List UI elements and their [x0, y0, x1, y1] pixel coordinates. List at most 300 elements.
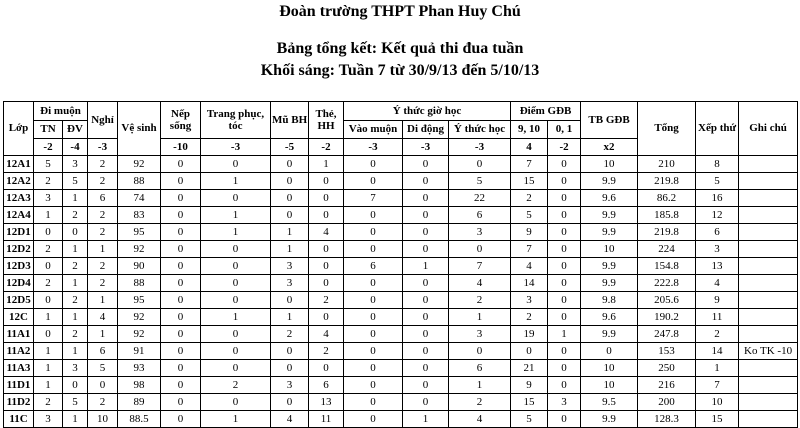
- weight-y-thuc-hoc: -3: [449, 139, 511, 156]
- class-name-cell: 12C: [4, 309, 34, 326]
- data-cell: 210: [638, 156, 696, 173]
- data-cell: 2: [63, 292, 88, 309]
- data-cell: 1: [201, 411, 271, 428]
- data-cell: 2: [449, 394, 511, 411]
- data-cell: 0: [548, 207, 581, 224]
- data-cell: 0: [344, 377, 403, 394]
- data-cell: 95: [118, 292, 161, 309]
- weekly-summary-table: [3, 101, 798, 428]
- data-cell: 3: [63, 156, 88, 173]
- data-cell: 0: [63, 377, 88, 394]
- data-cell: 7: [511, 156, 548, 173]
- header-di-dong: Di động: [403, 121, 449, 139]
- table-row: [4, 190, 798, 207]
- header-di-muon: Đi muộn: [34, 102, 88, 121]
- data-cell: 2: [34, 394, 63, 411]
- data-cell: 3: [271, 377, 309, 394]
- data-cell: 0: [449, 343, 511, 360]
- data-cell: 0: [201, 326, 271, 343]
- data-cell: 1: [403, 258, 449, 275]
- data-cell: 0: [271, 156, 309, 173]
- class-name-cell: 11A3: [4, 360, 34, 377]
- report-period: Khối sáng: Tuần 7 từ 30/9/13 đến 5/10/13: [260, 62, 540, 79]
- data-cell: 92: [118, 241, 161, 258]
- header-ve-sinh: Vệ sinh: [118, 102, 161, 156]
- data-cell: 2: [511, 190, 548, 207]
- data-cell: 1: [34, 343, 63, 360]
- data-cell: 0: [161, 207, 201, 224]
- data-cell: 0: [344, 207, 403, 224]
- data-cell: 5: [63, 173, 88, 190]
- data-cell: 0: [271, 207, 309, 224]
- data-cell: 154.8: [638, 258, 696, 275]
- header-the-hh: Thẻ, HH: [309, 102, 344, 139]
- data-cell: 0: [344, 360, 403, 377]
- data-cell: [739, 224, 798, 241]
- data-cell: 3: [548, 394, 581, 411]
- data-cell: [739, 190, 798, 207]
- data-cell: 2: [63, 207, 88, 224]
- data-cell: 2: [88, 258, 118, 275]
- data-cell: [739, 360, 798, 377]
- data-cell: 190.2: [638, 309, 696, 326]
- data-cell: 0: [161, 190, 201, 207]
- data-cell: 4: [309, 326, 344, 343]
- table-row: [4, 241, 798, 258]
- data-cell: 205.6: [638, 292, 696, 309]
- data-cell: 0: [201, 292, 271, 309]
- data-cell: 0: [403, 207, 449, 224]
- data-cell: 0: [548, 360, 581, 377]
- data-cell: 2: [88, 207, 118, 224]
- data-cell: 0: [403, 360, 449, 377]
- data-cell: 8: [696, 156, 739, 173]
- data-cell: 13: [696, 258, 739, 275]
- data-cell: 10: [581, 156, 638, 173]
- data-cell: 1: [34, 360, 63, 377]
- data-cell: 200: [638, 394, 696, 411]
- data-cell: 224: [638, 241, 696, 258]
- data-cell: 0: [548, 411, 581, 428]
- data-cell: 0: [63, 224, 88, 241]
- data-cell: 9.9: [581, 275, 638, 292]
- data-cell: 2: [88, 224, 118, 241]
- weight-tb-gdb: x2: [581, 139, 638, 156]
- data-cell: 15: [511, 394, 548, 411]
- data-cell: 5: [696, 173, 739, 190]
- class-name-cell: 11A1: [4, 326, 34, 343]
- class-name-cell: 12A1: [4, 156, 34, 173]
- data-cell: 0: [34, 224, 63, 241]
- data-cell: 0: [403, 394, 449, 411]
- data-cell: 1: [63, 309, 88, 326]
- data-cell: 0: [271, 292, 309, 309]
- weight-nep-song: -10: [161, 139, 201, 156]
- weight-diem-0-1: -2: [548, 139, 581, 156]
- data-cell: 6: [449, 360, 511, 377]
- data-cell: 0: [403, 224, 449, 241]
- data-cell: 95: [118, 224, 161, 241]
- data-cell: 1: [271, 309, 309, 326]
- data-cell: 9.6: [581, 190, 638, 207]
- header-y-thuc-hoc: Ý thức học: [449, 121, 511, 139]
- data-cell: 22: [449, 190, 511, 207]
- class-name-cell: 12D2: [4, 241, 34, 258]
- weight-vao-muon: -3: [344, 139, 403, 156]
- data-cell: 2: [309, 292, 344, 309]
- data-cell: 2: [696, 326, 739, 343]
- data-cell: 0: [201, 190, 271, 207]
- data-cell: 0: [548, 173, 581, 190]
- data-cell: 2: [88, 394, 118, 411]
- data-cell: 9.8: [581, 292, 638, 309]
- data-cell: 93: [118, 360, 161, 377]
- data-cell: [739, 156, 798, 173]
- data-cell: 0: [548, 275, 581, 292]
- data-cell: 6: [344, 258, 403, 275]
- header-nep-song: Nếp sống: [161, 102, 201, 139]
- data-cell: 0: [309, 360, 344, 377]
- data-cell: [739, 292, 798, 309]
- data-cell: 0: [344, 156, 403, 173]
- data-cell: 1: [309, 156, 344, 173]
- data-cell: 0: [201, 275, 271, 292]
- data-cell: 1: [88, 292, 118, 309]
- data-cell: 0: [403, 292, 449, 309]
- data-cell: 10: [696, 394, 739, 411]
- data-cell: 0: [548, 241, 581, 258]
- table-row: [4, 343, 798, 360]
- data-cell: 4: [271, 411, 309, 428]
- data-cell: 89: [118, 394, 161, 411]
- data-cell: 4: [449, 275, 511, 292]
- data-cell: 153: [638, 343, 696, 360]
- table-row: [4, 258, 798, 275]
- data-cell: 1: [34, 207, 63, 224]
- data-cell: 0: [344, 411, 403, 428]
- data-cell: 2: [449, 292, 511, 309]
- data-cell: 98: [118, 377, 161, 394]
- data-cell: 4: [88, 309, 118, 326]
- header-nghi: Nghỉ: [88, 102, 118, 139]
- class-name-cell: 12D4: [4, 275, 34, 292]
- data-cell: 0: [309, 309, 344, 326]
- data-cell: 0: [344, 275, 403, 292]
- data-cell: 9.9: [581, 411, 638, 428]
- data-cell: 7: [344, 190, 403, 207]
- data-cell: 14: [696, 343, 739, 360]
- data-cell: 3: [696, 241, 739, 258]
- data-cell: 1: [88, 241, 118, 258]
- table-row: [4, 394, 798, 411]
- data-cell: 1: [34, 309, 63, 326]
- data-cell: 0: [548, 343, 581, 360]
- header-vao-muon: Vào muộn: [344, 121, 403, 139]
- data-cell: 14: [511, 275, 548, 292]
- data-cell: 2: [88, 275, 118, 292]
- data-cell: 1: [548, 326, 581, 343]
- table-row: [4, 309, 798, 326]
- data-cell: 15: [511, 173, 548, 190]
- data-cell: 12: [696, 207, 739, 224]
- data-cell: 0: [344, 309, 403, 326]
- data-cell: 1: [201, 173, 271, 190]
- data-cell: 0: [161, 411, 201, 428]
- class-name-cell: 11D1: [4, 377, 34, 394]
- data-cell: 128.3: [638, 411, 696, 428]
- data-cell: 219.8: [638, 173, 696, 190]
- data-cell: 2: [34, 241, 63, 258]
- data-cell: 9.9: [581, 258, 638, 275]
- data-cell: 0: [271, 394, 309, 411]
- data-cell: 15: [696, 411, 739, 428]
- data-cell: 6: [309, 377, 344, 394]
- data-cell: 0: [403, 241, 449, 258]
- data-cell: 88: [118, 173, 161, 190]
- data-cell: 4: [309, 224, 344, 241]
- data-cell: 10: [581, 377, 638, 394]
- data-cell: 3: [449, 224, 511, 241]
- table-row: [4, 156, 798, 173]
- data-cell: 92: [118, 309, 161, 326]
- page-title: Đoàn trường THPT Phan Huy Chú: [279, 3, 521, 20]
- data-cell: 3: [511, 292, 548, 309]
- data-cell: 6: [88, 343, 118, 360]
- data-cell: 0: [201, 241, 271, 258]
- data-cell: 216: [638, 377, 696, 394]
- data-cell: 250: [638, 360, 696, 377]
- weight-nghi: -3: [88, 139, 118, 156]
- data-cell: 0: [309, 190, 344, 207]
- data-cell: 9.5: [581, 394, 638, 411]
- data-cell: 0: [271, 343, 309, 360]
- data-cell: 1: [271, 241, 309, 258]
- header-diem-9-10: 9, 10: [511, 121, 548, 139]
- data-cell: 0: [403, 190, 449, 207]
- header-ghi-chu: Ghi chú: [739, 102, 798, 156]
- weight-mu-bh: -5: [271, 139, 309, 156]
- data-cell: 0: [581, 343, 638, 360]
- data-cell: 0: [344, 173, 403, 190]
- data-cell: 0: [161, 258, 201, 275]
- data-cell: 219.8: [638, 224, 696, 241]
- data-cell: 0: [161, 309, 201, 326]
- table-row: [4, 275, 798, 292]
- data-cell: 6: [449, 207, 511, 224]
- data-cell: 0: [201, 394, 271, 411]
- data-cell: 6: [696, 224, 739, 241]
- data-cell: 0: [201, 343, 271, 360]
- data-cell: 0: [161, 156, 201, 173]
- data-cell: 7: [696, 377, 739, 394]
- data-cell: 0: [403, 343, 449, 360]
- table-row: [4, 224, 798, 241]
- weight-di-dong: -3: [403, 139, 449, 156]
- data-cell: 2: [63, 258, 88, 275]
- data-cell: 185.8: [638, 207, 696, 224]
- data-cell: 0: [449, 241, 511, 258]
- header-tn: TN: [34, 121, 63, 139]
- data-cell: 2: [511, 309, 548, 326]
- data-cell: 0: [309, 275, 344, 292]
- data-cell: 92: [118, 156, 161, 173]
- data-cell: 91: [118, 343, 161, 360]
- data-cell: 9.9: [581, 173, 638, 190]
- data-cell: 90: [118, 258, 161, 275]
- table-row: [4, 292, 798, 309]
- data-cell: 1: [88, 326, 118, 343]
- class-name-cell: 11C: [4, 411, 34, 428]
- data-cell: 0: [309, 258, 344, 275]
- table-row: [4, 207, 798, 224]
- weight-the-hh: -2: [309, 139, 344, 156]
- data-cell: 9.9: [581, 207, 638, 224]
- data-cell: 4: [696, 275, 739, 292]
- header-mu-bh: Mũ BH: [271, 102, 309, 139]
- data-cell: 0: [161, 343, 201, 360]
- data-cell: 4: [511, 258, 548, 275]
- header-dv: ĐV: [63, 121, 88, 139]
- header-y-thuc-gio-hoc: Ý thức giờ học: [344, 102, 511, 121]
- data-cell: 10: [88, 411, 118, 428]
- data-cell: 2: [309, 343, 344, 360]
- data-cell: 3: [449, 326, 511, 343]
- data-cell: 74: [118, 190, 161, 207]
- header-xep-thu: Xếp thứ: [696, 102, 739, 156]
- data-cell: 92: [118, 326, 161, 343]
- data-cell: 10: [581, 241, 638, 258]
- data-cell: 0: [34, 292, 63, 309]
- data-cell: 1: [201, 224, 271, 241]
- class-name-cell: 11A2: [4, 343, 34, 360]
- table-row: [4, 360, 798, 377]
- data-cell: 0: [201, 156, 271, 173]
- data-cell: 0: [271, 173, 309, 190]
- table-row: [4, 377, 798, 394]
- weight-trang-phuc-toc: -3: [201, 139, 271, 156]
- data-cell: 0: [344, 292, 403, 309]
- data-cell: 0: [34, 326, 63, 343]
- data-cell: 13: [309, 394, 344, 411]
- data-cell: 0: [271, 190, 309, 207]
- data-cell: [739, 275, 798, 292]
- data-cell: 0: [344, 394, 403, 411]
- data-cell: 21: [511, 360, 548, 377]
- data-cell: 5: [449, 173, 511, 190]
- class-name-cell: 12D5: [4, 292, 34, 309]
- table-row: [4, 326, 798, 343]
- data-cell: 10: [581, 360, 638, 377]
- class-name-cell: 12A3: [4, 190, 34, 207]
- data-cell: 247.8: [638, 326, 696, 343]
- data-cell: 5: [63, 394, 88, 411]
- data-cell: 1: [696, 360, 739, 377]
- weight-dv: -4: [63, 139, 88, 156]
- data-cell: [739, 207, 798, 224]
- data-cell: 9: [511, 224, 548, 241]
- data-cell: 3: [34, 411, 63, 428]
- data-cell: 9.9: [581, 224, 638, 241]
- header-trang-phuc-toc: Trang phục, tóc: [201, 102, 271, 139]
- data-cell: 222.8: [638, 275, 696, 292]
- data-cell: 0: [344, 241, 403, 258]
- data-cell: 0: [548, 292, 581, 309]
- data-cell: 0: [161, 275, 201, 292]
- data-cell: 1: [63, 241, 88, 258]
- data-cell: 0: [403, 275, 449, 292]
- data-cell: Ko TK -10: [739, 343, 798, 360]
- data-cell: 2: [34, 275, 63, 292]
- data-cell: 5: [34, 156, 63, 173]
- data-cell: 0: [161, 292, 201, 309]
- data-cell: 0: [403, 326, 449, 343]
- data-cell: 0: [201, 258, 271, 275]
- data-cell: 5: [88, 360, 118, 377]
- data-cell: 1: [403, 411, 449, 428]
- table-row: [4, 411, 798, 428]
- data-cell: 6: [88, 190, 118, 207]
- class-name-cell: 12A2: [4, 173, 34, 190]
- data-cell: 3: [63, 360, 88, 377]
- data-cell: 0: [161, 377, 201, 394]
- data-cell: 1: [201, 207, 271, 224]
- data-cell: 0: [161, 173, 201, 190]
- data-cell: 0: [403, 173, 449, 190]
- data-cell: 0: [201, 360, 271, 377]
- data-cell: 11: [696, 309, 739, 326]
- data-cell: 1: [34, 377, 63, 394]
- data-cell: 0: [548, 156, 581, 173]
- data-cell: 86.2: [638, 190, 696, 207]
- header-tb-gdb: TB GĐB: [581, 102, 638, 139]
- data-cell: 0: [161, 326, 201, 343]
- data-cell: 2: [88, 156, 118, 173]
- data-cell: [739, 173, 798, 190]
- data-cell: [739, 411, 798, 428]
- weight-tn: -2: [34, 139, 63, 156]
- data-cell: 3: [271, 275, 309, 292]
- data-cell: 9.6: [581, 309, 638, 326]
- data-cell: 1: [63, 343, 88, 360]
- data-cell: 0: [344, 326, 403, 343]
- data-cell: 1: [63, 190, 88, 207]
- data-cell: 0: [309, 173, 344, 190]
- table-body: [4, 156, 798, 428]
- data-cell: 9.9: [581, 326, 638, 343]
- data-cell: 0: [88, 377, 118, 394]
- data-cell: 0: [548, 258, 581, 275]
- data-cell: 3: [271, 258, 309, 275]
- data-cell: 2: [34, 173, 63, 190]
- data-cell: 0: [403, 156, 449, 173]
- data-cell: 83: [118, 207, 161, 224]
- data-cell: 19: [511, 326, 548, 343]
- data-cell: 0: [309, 207, 344, 224]
- data-cell: 0: [403, 309, 449, 326]
- data-cell: 0: [161, 394, 201, 411]
- data-cell: 9: [511, 377, 548, 394]
- data-cell: 1: [449, 377, 511, 394]
- data-cell: 1: [449, 309, 511, 326]
- data-cell: 0: [449, 156, 511, 173]
- data-cell: 5: [511, 207, 548, 224]
- data-cell: 0: [511, 343, 548, 360]
- data-cell: 1: [63, 275, 88, 292]
- data-cell: 1: [201, 309, 271, 326]
- data-cell: 0: [309, 241, 344, 258]
- data-cell: 4: [449, 411, 511, 428]
- data-cell: 3: [34, 190, 63, 207]
